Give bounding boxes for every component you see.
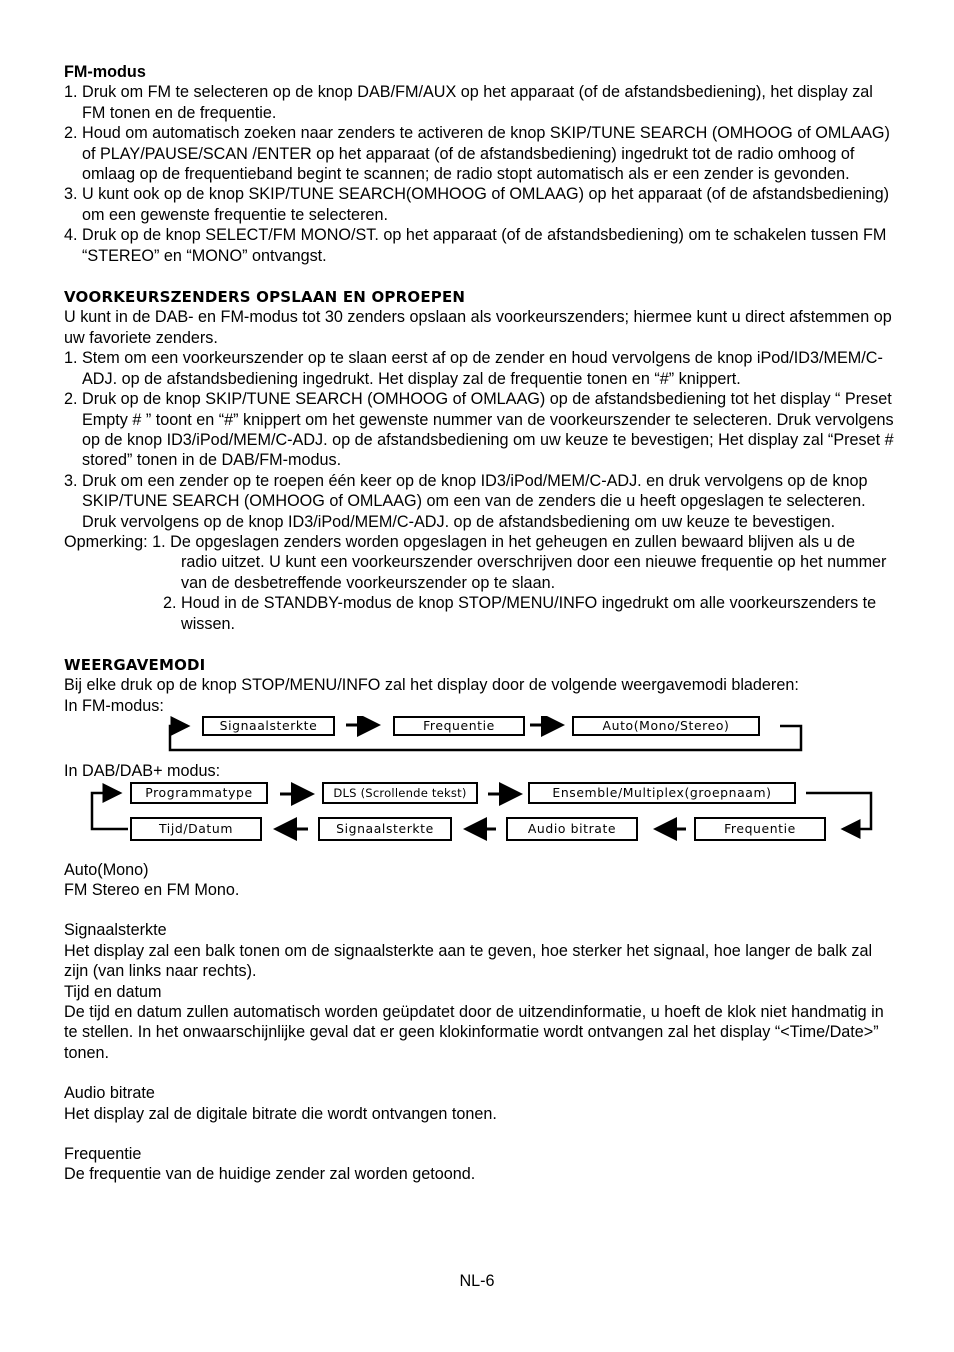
dab-mode-label: In DAB/DAB+ modus: — [64, 762, 221, 781]
fm-box-auto-mono-stereo: Auto(Mono/Stereo) — [572, 716, 760, 736]
presets-heading: VOORKEURSZENDERS OPSLAAN EN OPROEPEN — [64, 288, 466, 307]
dab-box-dls: DLS (Scrollende tekst) — [322, 782, 478, 804]
dab-mode-diagram — [64, 782, 894, 846]
note-text-1: 1. De opgeslagen zenders worden opgeslagen in het geheugen en zullen bewaard blijven als u de radio uitzet. U kunt een voorkeurszender overschrijven door een nieuwe frequentie op het nummer van de desbetreffende voorkeurszender op te slaan. — [152, 532, 887, 592]
fm-step-4: 4. Druk op de knop SELECT/FM MONO/ST. op het apparaat (of de afstandsbediening) om te schakelen tussen FM “STEREO” en “MONO” ontvangst. — [64, 226, 887, 265]
fm-step-3: 3. U kunt ook op de knop SKIP/TUNE SEARCH(OMHOOG of OMLAAG) op het apparaat (of de afstandsbediening) om een gewenste frequentie te selecteren. — [64, 185, 890, 224]
dab-box-tijd-datum: Tijd/Datum — [130, 817, 262, 841]
def-text-frequentie: De frequentie van de huidige zender zal worden getoond. — [64, 1165, 476, 1184]
dab-box-audio-bitrate: Audio bitrate — [506, 817, 638, 841]
note-label: Opmerking: — [64, 532, 153, 551]
def-term-tijd-datum: Tijd en datum — [64, 982, 162, 1001]
document-body — [64, 62, 894, 1185]
def-text-audio-bitrate: Het display zal de digitale bitrate die wordt ontvangen tonen. — [64, 1104, 497, 1123]
fm-mode-diagram — [64, 716, 894, 758]
def-text-tijd-datum: De tijd en datum zullen automatisch worden geüpdatet door de uitzendinformatie, u hoeft de klok niet handmatig in te stellen. In het onwaarschijnlijke geval dat er geen klokinformatie wordt ontvangen zal het display “<Time/Date>” tonen. — [64, 1003, 884, 1062]
def-text-auto-mono: FM Stereo en FM Mono. — [64, 881, 240, 899]
def-term-frequentie: Frequentie — [64, 1145, 142, 1164]
fm-box-frequentie: Frequentie — [393, 716, 525, 736]
fm-mode-label: In FM-modus: — [64, 696, 164, 715]
def-term-audio-bitrate: Audio bitrate — [64, 1084, 155, 1103]
fm-step-2: 2. Houd om automatisch zoeken naar zenders te activeren de knop SKIP/TUNE SEARCH (OMHOOG of OMLAAG) of PLAY/PAUSE/SCAN /ENTER op het apparaat (of de afstandsbediening) ingedrukt tot de radio omhoog of omlaag op de frequentieband begint te scannen; de radio stopt automatisch als er een zender is gevonden. — [64, 124, 890, 184]
presets-step-3: 3. Druk om een zender op te roepen één keer op de knop ID3/iPod/MEM/C-ADJ. en druk vervolgens op de knop SKIP/TUNE SEARCH (OMHOOG of OMLAAG) om een van de zenders die u heeft opgeslagen te selecteren. Druk vervolgens op de knop ID3/iPod/MEM/C-ADJ. op de afstandsbediening om uw keuze te bevestigen. — [64, 471, 868, 531]
dab-box-programmatype: Programmatype — [130, 782, 268, 804]
dab-box-frequentie: Frequentie — [694, 817, 826, 841]
presets-note-2: 2. Houd in de STANDBY-modus de knop STOP/MENU/INFO ingedrukt om alle voorkeurszenders te wissen. — [163, 594, 877, 633]
display-modes-intro: Bij elke druk op de knop STOP/MENU/INFO zal het display door de volgende weergavemodi bladeren: — [64, 676, 799, 695]
def-term-signaalsterkte: Signaalsterkte — [64, 921, 167, 940]
presets-step-2: 2. Druk op de knop SKIP/TUNE SEARCH (OMHOOG of OMLAAG) op de afstandsbediening tot het display “ Preset Empty # ” toont en “#” knippert om het gewenste nummer van de voorkeurszender te selecteren. Druk vervolgens op de knop ID3/iPod/MEM/C-ADJ. op de afstandsbediening om uw keuze te bevestigen; Het display zal “Preset # stored” tonen in de DAB/FM-modus. — [64, 390, 894, 470]
page-number: NL-6 — [459, 1272, 495, 1290]
presets-step-1: 1. Stem om een voorkeurszender op te slaan eerst af op de zender en houd vervolgens de knop iPod/ID3/MEM/C-ADJ. op de afstandsbediening ingedrukt. Het display zal de frequentie tonen en “#” knippert. — [64, 349, 883, 388]
dab-box-ensemble: Ensemble/Multiplex(groepnaam) — [528, 782, 796, 804]
fm-mode-heading: FM-modus — [64, 63, 146, 81]
display-modes-heading: WEERGAVEMODI — [64, 655, 206, 674]
fm-step-1: 1. Druk om FM te selecteren op de knop DAB/FM/AUX op het apparaat (of de afstandsbediening), het display zal FM tonen en de frequentie. — [64, 83, 873, 122]
dab-left-loop-arrow — [92, 793, 128, 829]
def-term-auto-mono: Auto(Mono) — [64, 860, 149, 879]
presets-intro: U kunt in de DAB- en FM-modus tot 30 zenders opslaan als voorkeurszenders; hiermee kunt u direct afstemmen op uw favoriete zenders. — [64, 308, 892, 347]
fm-box-signaalsterkte: Signaalsterkte — [202, 716, 335, 736]
dab-box-signaalsterkte: Signaalsterkte — [318, 817, 452, 841]
presets-note-1 — [64, 532, 894, 593]
def-text-signaalsterkte: Het display zal een balk tonen om de signaalsterkte aan te geven, hoe sterker het signaal, hoe langer de balk zal zijn (van links naar rechts). — [64, 941, 873, 981]
